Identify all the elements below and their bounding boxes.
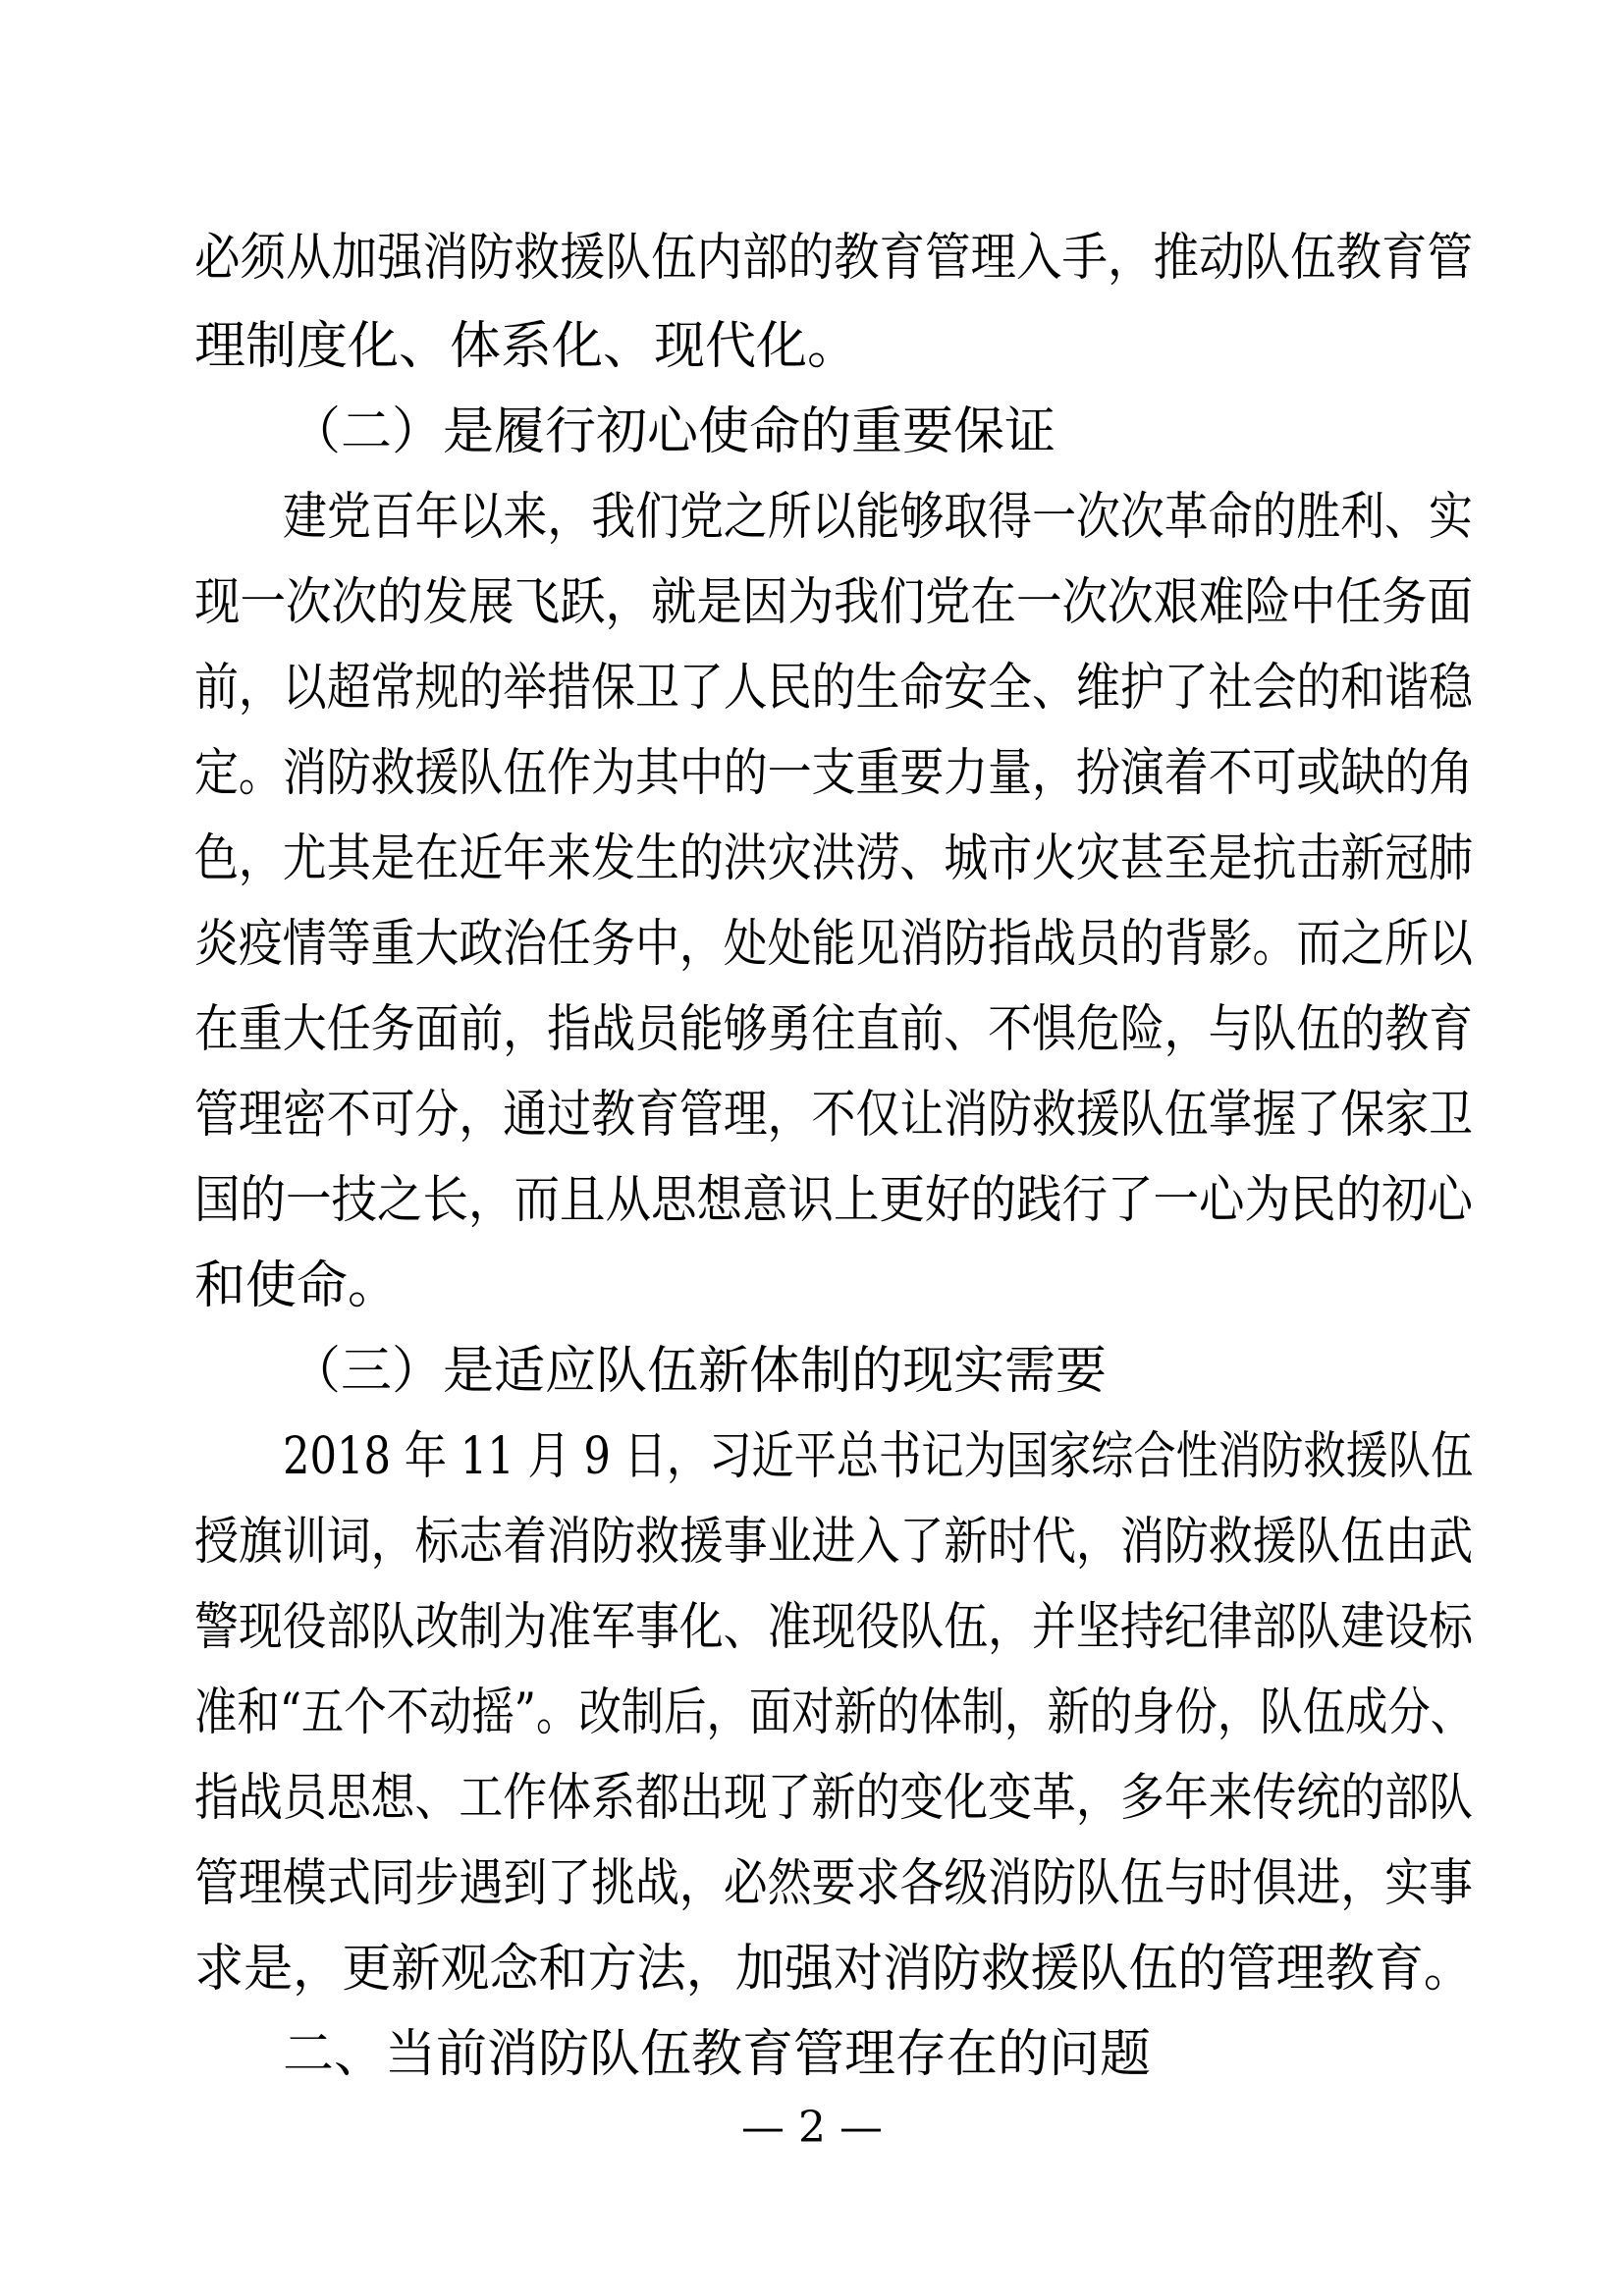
body-text-line: 授旗训词，标志着消防救援事业进入了新时代，消防救援队伍由武 <box>194 1513 1474 1572</box>
body-text-line: 炎疫情等重大政治任务中，处处能见消防指战员的背影。而之所以 <box>194 915 1474 974</box>
subsection-heading: （三）是适应队伍新体制的现实需要 <box>290 1342 1108 1401</box>
body-text-line: 色，尤其是在近年来发生的洪灾洪涝、城市火灾甚至是抗击新冠肺 <box>194 829 1474 888</box>
page-number: — 2 — <box>741 2103 883 2153</box>
body-text-line: 指战员思想、工作体系都出现了新的变化变革，多年来传统的部队 <box>194 1769 1474 1828</box>
body-text-line: 必须从加强消防救援队伍内部的教育管理入手，推动队伍教育管 <box>194 229 1473 288</box>
body-text-line: 在重大任务面前，指战员能够勇往直前、不惧危险，与队伍的教育 <box>194 1000 1474 1059</box>
body-text-line: 前，以超常规的举措保卫了人民的生命安全、维护了社会的和谐稳 <box>194 659 1474 718</box>
section-heading: 二、当前消防队伍教育管理存在的问题 <box>283 2025 1152 2084</box>
body-text-line: 2018 年 11 月 9 日，习近平总书记为国家综合性消防救援队伍 <box>283 1427 1474 1486</box>
body-text-line: 警现役部队改制为准军事化、准现役队伍，并坚持纪律部队建设标 <box>194 1598 1474 1657</box>
body-text-line: 求是，更新观念和方法，加强对消防救援队伍的管理教育。 <box>194 1940 1473 1999</box>
subsection-heading: （二）是履行初心使命的重要保证 <box>290 402 1056 461</box>
body-text-line: 定。消防救援队伍作为其中的一支重要力量，扮演着不可或缺的角 <box>194 744 1474 803</box>
body-text-line: 国的一技之长，而且从思想意识上更好的践行了一心为民的初心 <box>194 1171 1473 1230</box>
body-text-line: 和使命。 <box>194 1256 400 1315</box>
body-text-line: 管理模式同步遇到了挑战，必然要求各级消防队伍与时俱进，实事 <box>194 1854 1474 1913</box>
body-text-line: 准和“五个不动摇”。改制后，面对新的体制，新的身份，队伍成分、 <box>194 1683 1474 1742</box>
body-text-line: 管理密不可分，通过教育管理，不仅让消防救援队伍掌握了保家卫 <box>194 1086 1474 1145</box>
body-text-line: 建党百年以来，我们党之所以能够取得一次次革命的胜利、实 <box>283 488 1473 547</box>
body-text-line: 现一次次的发展飞跃，就是因为我们党在一次次艰难险中任务面 <box>194 573 1473 632</box>
body-text-line: 理制度化、体系化、现代化。 <box>194 317 859 376</box>
